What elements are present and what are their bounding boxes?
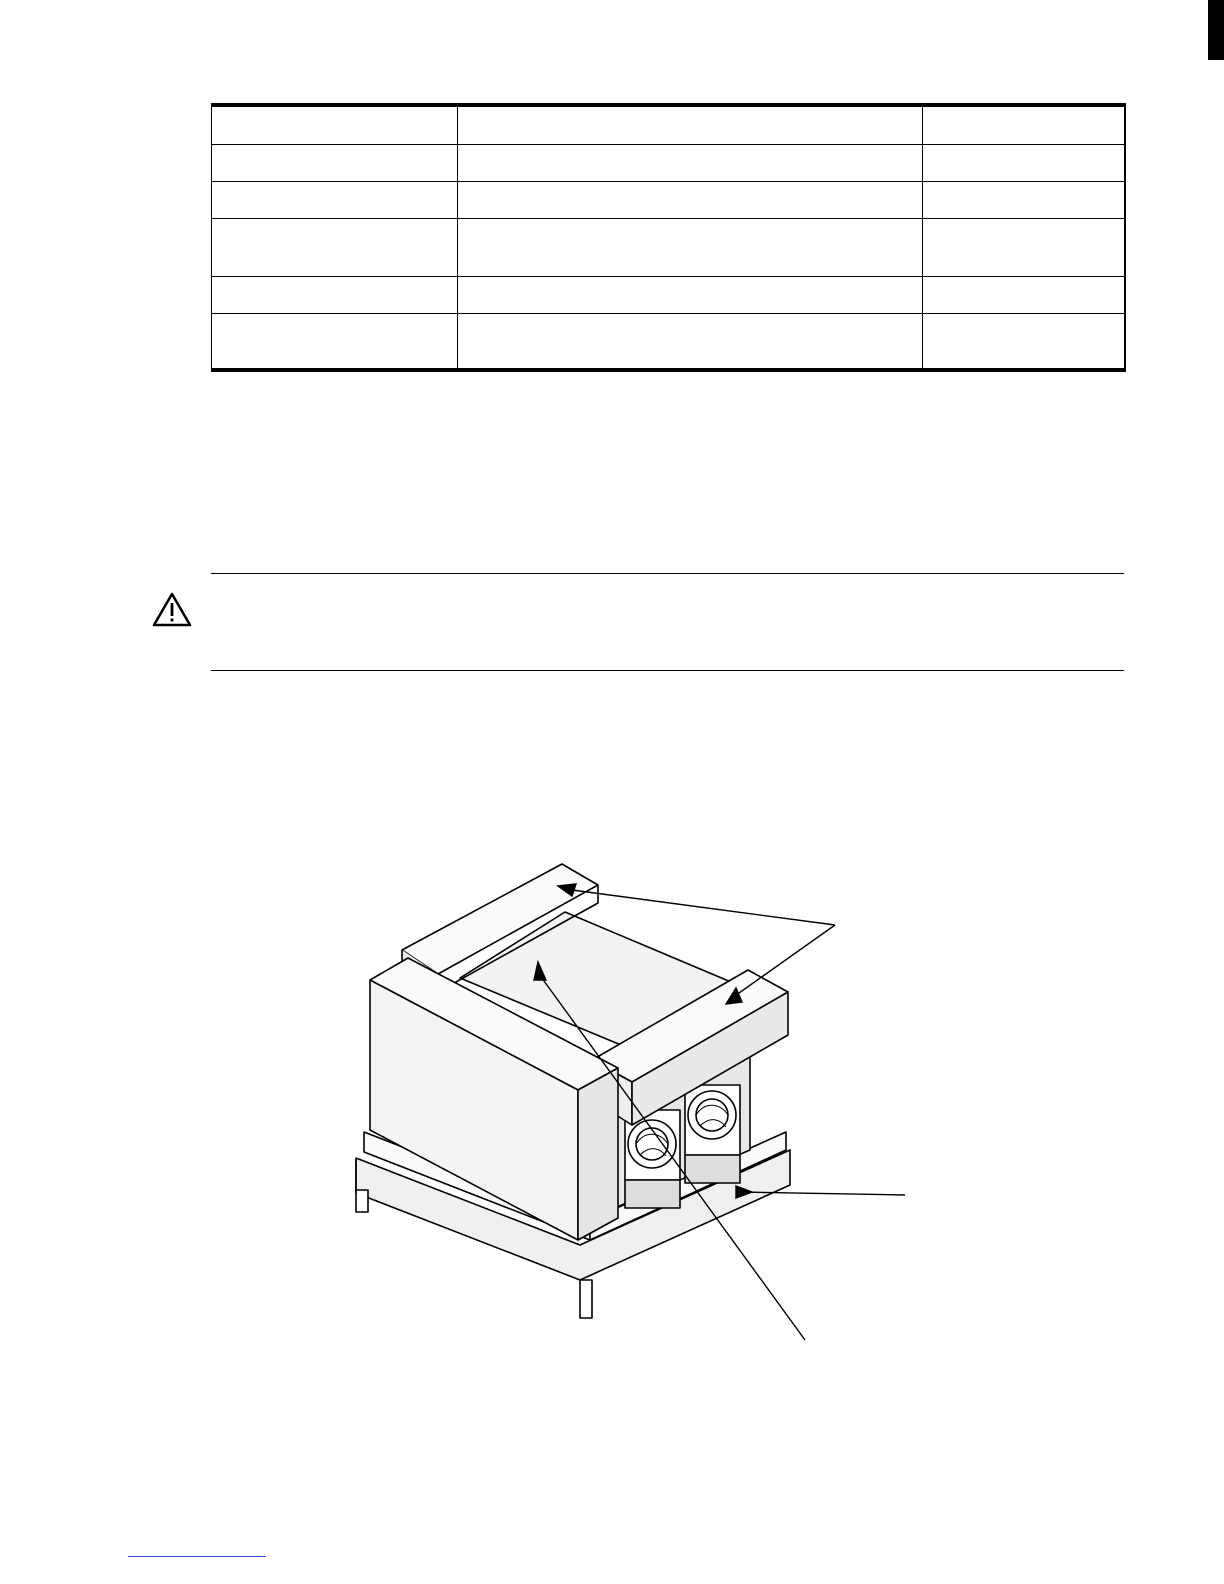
table-cell	[212, 181, 458, 218]
table-row	[212, 218, 1125, 276]
table-cell	[923, 218, 1125, 276]
page-edge-tab	[1208, 0, 1224, 60]
table-cell	[923, 313, 1125, 370]
table-cell	[923, 181, 1125, 218]
table-cell	[458, 276, 923, 313]
table-header-cell	[212, 105, 458, 144]
table-row	[212, 276, 1125, 313]
footer-link-underline[interactable]	[128, 1556, 266, 1557]
table-cell	[458, 181, 923, 218]
table-header-cell	[458, 105, 923, 144]
warning-top-rule	[211, 573, 1124, 574]
table-cell	[212, 313, 458, 370]
table-cell	[458, 218, 923, 276]
spec-table	[211, 103, 1126, 372]
packaged-server-illustration	[340, 850, 920, 1350]
warning-triangle-icon	[152, 592, 192, 628]
table-cell	[212, 276, 458, 313]
table-header-row	[212, 105, 1125, 144]
table-cell	[212, 144, 458, 181]
table-row	[212, 144, 1125, 181]
table-cell	[923, 144, 1125, 181]
table-cell	[458, 144, 923, 181]
warning-bottom-rule	[211, 670, 1124, 671]
table-row	[212, 313, 1125, 370]
table-header-cell	[923, 105, 1125, 144]
table-cell	[212, 218, 458, 276]
table-row	[212, 181, 1125, 218]
table-cell	[458, 313, 923, 370]
table-cell	[923, 276, 1125, 313]
